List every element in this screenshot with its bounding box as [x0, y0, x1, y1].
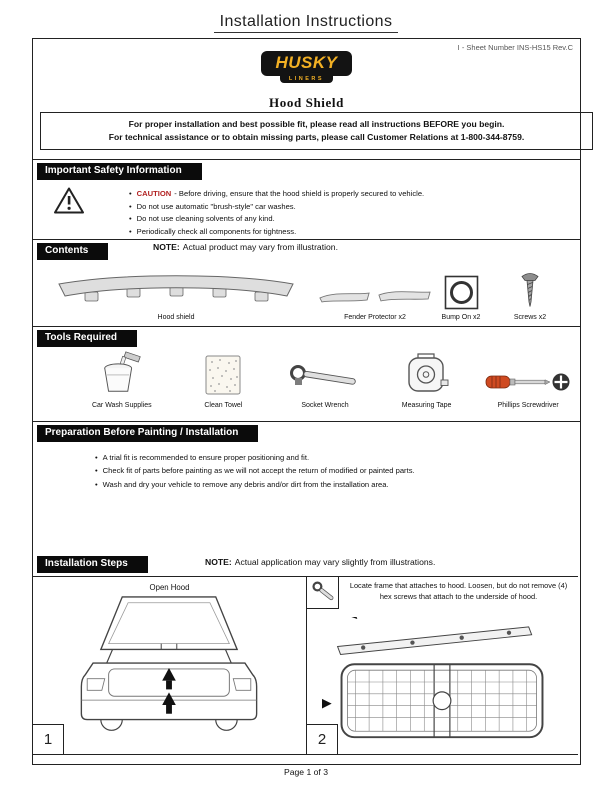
- preparation-bullet: • Check fit of parts before painting as we will not accept the return of modified or painted parts.: [95, 464, 600, 478]
- tool-label: Phillips Screwdriver: [497, 402, 559, 409]
- contents-note-text: Actual product may vary from illustration.: [182, 242, 338, 252]
- tool-label: Socket Wrench: [301, 402, 349, 409]
- tool-item-clean-towel: [173, 343, 275, 409]
- contents-note-label: NOTE:: [153, 242, 180, 252]
- safety-bullet: • Do not use cleaning solvents of any kind.: [129, 213, 609, 226]
- screw-illustration: [518, 270, 542, 310]
- caution-text: - Before driving, ensure that the hood shield is properly secured to vehicle.: [174, 188, 425, 198]
- tool-item-measuring-tape: [376, 343, 478, 409]
- contents-item-label: Fender Protector x2: [344, 314, 406, 321]
- page-footer: Page 1 of 3: [284, 767, 328, 777]
- preparation-bullet: • A trial fit is recommended to ensure proper positioning and fit.: [95, 451, 600, 465]
- intro-line-2: For technical assistance or to obtain missing parts, please call Customer Relations at 1-800-344-8759.: [108, 131, 525, 142]
- logo-subtext: LINERS: [280, 74, 333, 83]
- car-wash-bucket-icon: [98, 348, 146, 398]
- document-title: Installation Instructions: [0, 13, 612, 31]
- caution-label: CAUTION: [136, 188, 172, 198]
- tool-item-socket-wrench: [274, 343, 376, 409]
- open-hood-illustration: [49, 593, 289, 741]
- fender-protector-illustration: [316, 282, 434, 310]
- tool-label: Car Wash Supplies: [91, 402, 152, 409]
- preparation-header-label: Preparation Before Painting / Installation: [37, 425, 258, 442]
- contents-item-bump-on: [433, 257, 489, 321]
- contents-item-label: Screws x2: [513, 314, 547, 321]
- tool-label: Clean Towel: [204, 402, 243, 409]
- preparation-bullet-list: [55, 451, 600, 492]
- step-2-panel: [307, 577, 578, 754]
- page-frame: [32, 38, 581, 765]
- contents-item-label: Bump On x2: [441, 314, 481, 321]
- intro-line-1: For proper installation and best possible fit, please read all instructions BEFORE you begin.: [128, 119, 505, 129]
- socket-wrench-icon: [286, 362, 364, 398]
- hood-shield-illustration: [51, 266, 301, 310]
- safety-bullet-list: [89, 188, 609, 240]
- safety-section-header: [33, 159, 580, 180]
- step-2-tool-box: [307, 577, 339, 609]
- preparation-bullet: • Wash and dry your vehicle to remove any debris and/or dirt from the installation area.: [95, 478, 600, 492]
- steps-header-label: Installation Steps: [37, 556, 148, 573]
- step-1-number: 1: [33, 724, 64, 754]
- clean-towel-icon: [203, 352, 243, 398]
- tool-item-car-wash: [71, 343, 173, 409]
- logo-wordmark: HUSKY: [261, 51, 351, 76]
- warning-triangle-icon: [53, 186, 85, 215]
- socket-wrench-icon: [310, 580, 336, 606]
- contents-item-label: Hood shield: [157, 314, 195, 321]
- steps-note-label: NOTE:: [205, 557, 232, 567]
- tools-header-label: Tools Required: [37, 330, 137, 347]
- contents-header-label: Contents: [37, 243, 108, 260]
- product-title: Hood Shield: [269, 95, 344, 110]
- bump-on-illustration: [444, 275, 479, 310]
- contents-note: [153, 242, 338, 252]
- tool-label: Measuring Tape: [401, 402, 452, 409]
- husky-liners-logo: [33, 51, 580, 83]
- grille-frame-illustration: [322, 617, 562, 749]
- safety-bullet: • Periodically check all components for tightness.: [129, 226, 609, 239]
- contents-item-screws: [499, 257, 561, 321]
- steps-note-text: Actual application may vary slightly from illustrations.: [234, 557, 436, 567]
- steps-note: [205, 557, 435, 567]
- phillips-screwdriver-icon: [484, 366, 572, 398]
- tools-row: [71, 343, 579, 409]
- step-2-instruction: Locate frame that attaches to hood. Loosen, but do not remove (4) hex screws that attach to the underside of hood.: [349, 581, 568, 601]
- installation-steps-area: [33, 576, 578, 755]
- contents-item-fender-protector: [315, 257, 435, 321]
- step-2-number: 2: [307, 724, 338, 754]
- intro-notice-box: [40, 112, 593, 150]
- step-1-panel: [33, 577, 306, 754]
- measuring-tape-icon: [404, 352, 450, 398]
- preparation-section-header: [33, 421, 580, 442]
- contents-item-hood-shield: [49, 257, 303, 321]
- safety-bullet-caution: [129, 188, 609, 201]
- safety-bullet: • Do not use automatic "brush-style" car washes.: [129, 201, 609, 214]
- safety-header-label: Important Safety Information: [37, 163, 202, 180]
- step-1-caption: Open Hood: [149, 583, 190, 592]
- sheet-number: I - Sheet Number INS-HS15 Rev.C: [457, 43, 573, 52]
- tool-item-phillips-screwdriver: [477, 343, 579, 409]
